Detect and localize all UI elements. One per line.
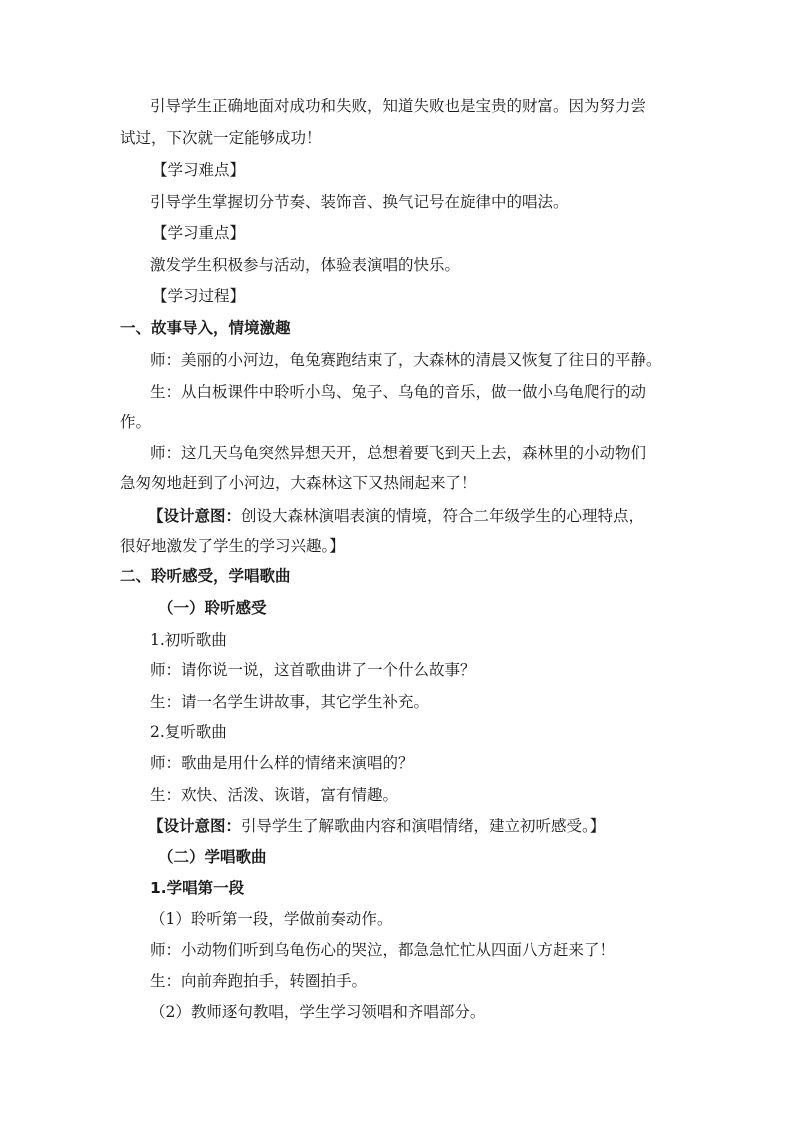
paragraph-line: 师：歌曲是用什么样的情绪来演唱的？ [150, 754, 414, 772]
paragraph-line: 师：这几天乌龟突然异想天开，总想着要飞到天上去，森林里的小动物们 [150, 444, 647, 462]
paragraph-line: 作。 [120, 413, 152, 431]
paragraph-line: 生：向前奔跑拍手，转圈拍手。 [150, 972, 368, 990]
section-heading-process: 【学习过程】 [152, 287, 246, 305]
paragraph-line: 引导学生掌握切分节奏、装饰音、换气记号在旋律中的唱法。 [150, 193, 569, 211]
paragraph-line: 引导学生正确地面对成功和失败，知道失败也是宝贵的财富。因为努力尝 [150, 97, 647, 115]
paragraph-line: 师：美丽的小河边，龟兔赛跑结束了，大森林的清晨又恢复了往日的平静。 [150, 351, 662, 369]
paragraph-line: 试过，下次就一定能够成功！ [120, 129, 322, 147]
paragraph-line: 激发学生积极参与活动，体验表演唱的快乐。 [150, 256, 461, 274]
paragraph-line: 很好地激发了学生的学习兴趣。】 [120, 537, 345, 555]
paragraph-line: 师：请你说一说，这首歌曲讲了一个什么故事？ [150, 661, 476, 679]
list-item: 1.学唱第一段 [150, 879, 245, 897]
paragraph-line: 生：请一名学生讲故事，其它学生补充。 [150, 693, 430, 711]
subheading-learn: （二）学唱歌曲 [158, 848, 267, 866]
design-intent-label: 【设计意图： [148, 507, 242, 525]
section-heading-key-points: 【学习重点】 [152, 224, 246, 242]
section-heading-difficulty: 【学习难点】 [152, 161, 246, 179]
design-intent-text: 引导学生了解歌曲内容和演唱情绪，建立初听感受。】 [241, 817, 606, 835]
subheading-listen: （一）聆听感受 [158, 599, 267, 617]
paragraph-line: （2）教师逐句教唱，学生学习领唱和齐唱部分。 [150, 1003, 486, 1021]
design-intent-text: 创设大森林演唱表演的情境，符合二年级学生的心理特点， [241, 507, 645, 525]
heading-section-1: 一、故事导入，情境激趣 [120, 319, 291, 337]
design-intent-1 [148, 506, 708, 526]
list-item: 2.复听歌曲 [150, 723, 227, 741]
paragraph-line: 生：欢快、活泼、诙谐，富有情趣。 [150, 786, 399, 804]
list-item: 1.初听歌曲 [150, 631, 227, 649]
paragraph-line: 师：小动物们听到乌龟伤心的哭泣，都急急忙忙从四面八方赶来了！ [150, 941, 616, 959]
design-intent-label: 【设计意图： [148, 817, 242, 835]
paragraph-line: 急匆匆地赶到了小河边，大森林这下又热闹起来了！ [120, 474, 477, 492]
paragraph-line: 生：从白板课件中聆听小鸟、兔子、乌龟的音乐，做一做小乌龟爬行的动 [150, 383, 647, 401]
heading-section-2: 二、聆听感受，学唱歌曲 [120, 567, 291, 585]
design-intent-2 [148, 816, 708, 836]
paragraph-line: （1）聆听第一段，学做前奏动作。 [150, 910, 393, 928]
